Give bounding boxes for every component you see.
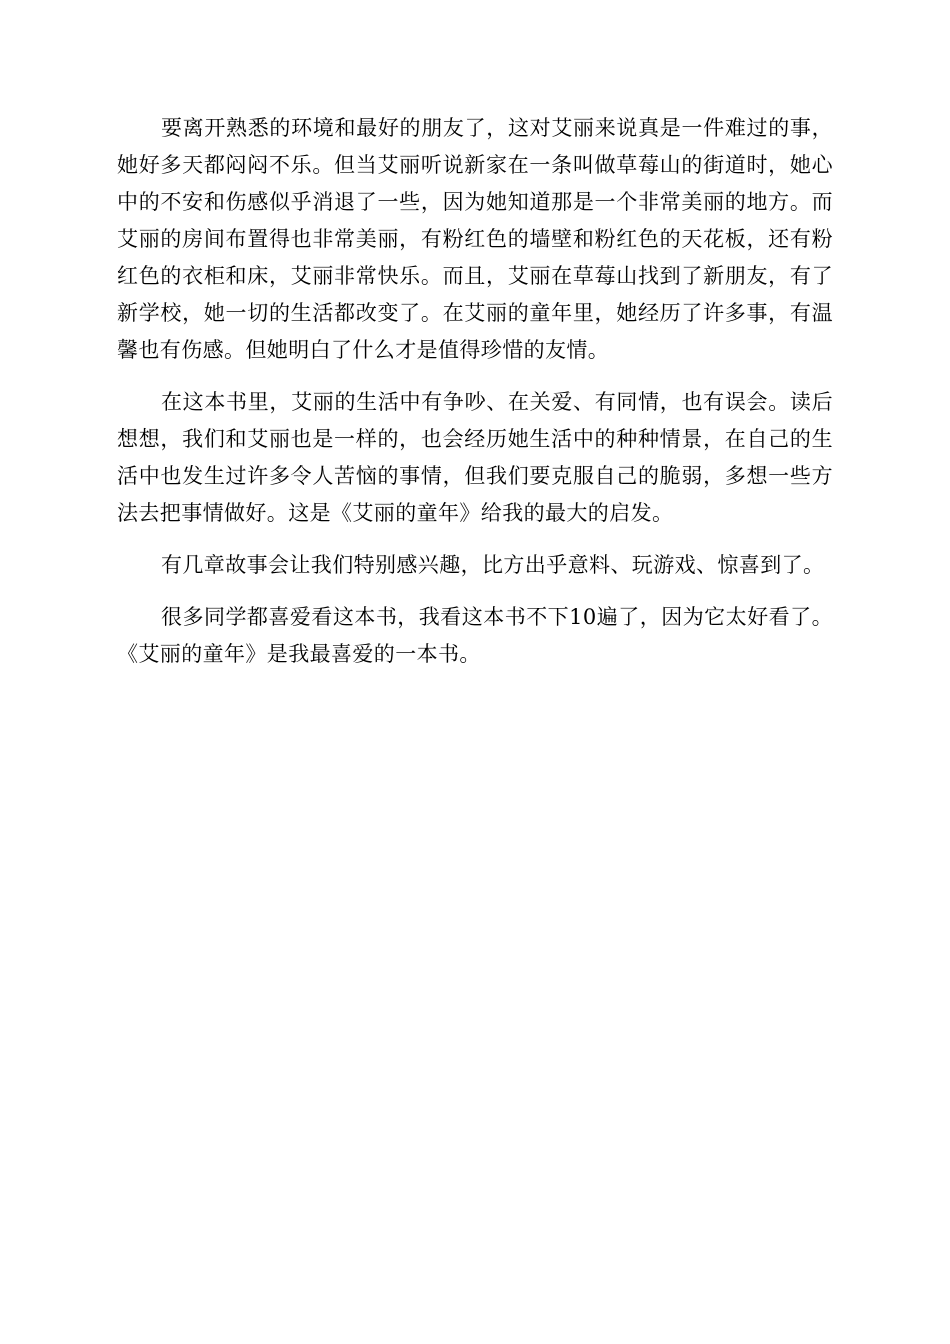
document-body — [117, 110, 833, 688]
paragraph-3: 有几章故事会让我们特别感兴趣，比方出乎意料、玩游戏、惊喜到了。 — [161, 553, 825, 577]
paragraph-1: 要离开熟悉的环境和最好的朋友了，这对艾丽来说真是一件难过的事，她好多天都闷闷不乐。但当艾丽听说新家在一条叫做草莓山的街道时，她心中的不安和伤感似乎消退了一些，因为她知道那是一个非常美丽的地方。而艾丽的房间布置得也非常美丽，有粉红色的墙壁和粉红色的天花板，还有粉红色的衣柜和床，艾丽非常快乐。而且，艾丽在草莓山找到了新朋友，有了新学校，她一切的生活都改变了。在艾丽的童年里，她经历了许多事，有温馨也有伤感。但她明白了什么才是值得珍惜的友情。 — [117, 116, 833, 362]
paragraph-2: 在这本书里，艾丽的生活中有争吵、在关爱、有同情，也有误会。读后想想，我们和艾丽也是一样的，也会经历她生活中的种种情景，在自己的生活中也发生过许多令人苦恼的事情，但我们要克服自己的脆弱，多想一些方法去把事情做好。这是《艾丽的童年》给我的最大的启发。 — [117, 390, 833, 525]
paragraph-4: 很多同学都喜爱看这本书，我看这本书不下10遍了，因为它太好看了。《艾丽的童年》是我最喜爱的一本书。 — [117, 605, 833, 666]
